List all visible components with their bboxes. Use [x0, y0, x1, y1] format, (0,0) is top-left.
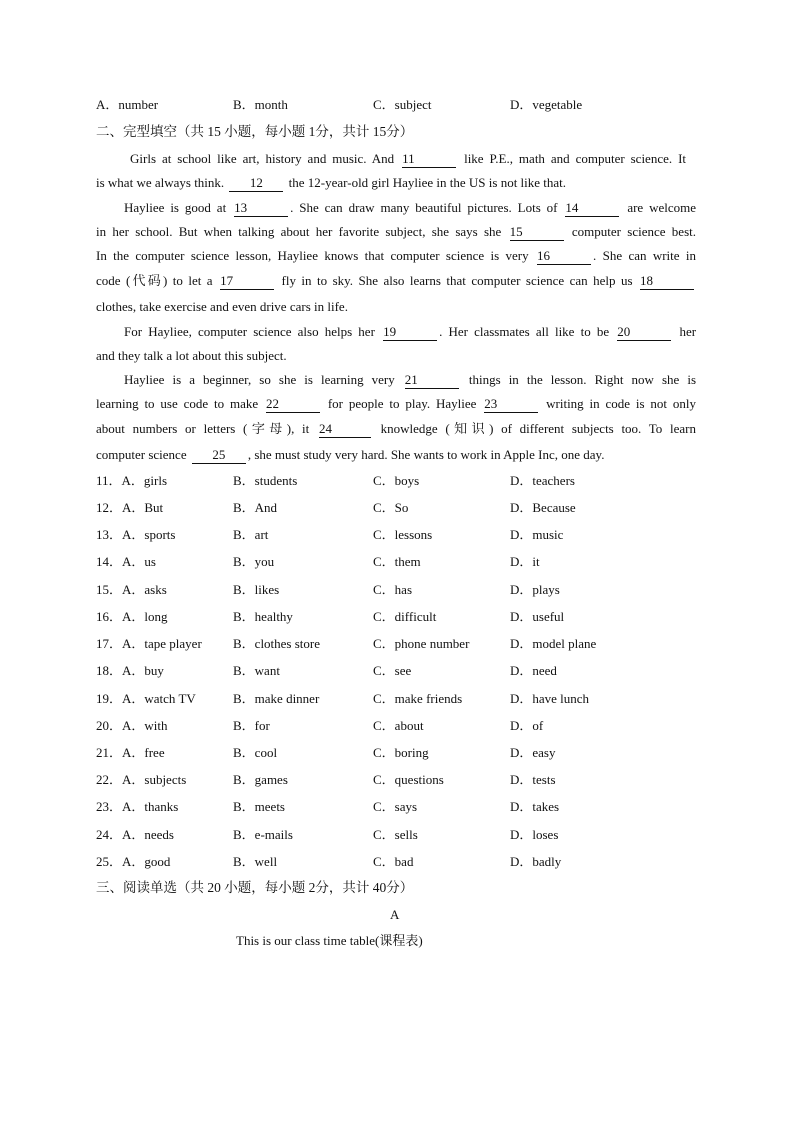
option-b: B．well: [233, 854, 278, 869]
question-row: [96, 498, 716, 518]
passage-line: In the computer science lesson, Hayliee knows that computer science is very 16 . She can write in: [96, 248, 697, 263]
passage-line: learning to use code to make 22 for people to play. Hayliee 23 writing in code is not only: [96, 396, 697, 411]
option-a: 12．A．But: [96, 500, 164, 515]
passage-line: computer science 25 , she must study very hard. She wants to work in Apple Inc, one day.: [96, 447, 605, 462]
option-d: D．need: [510, 663, 557, 678]
option-c: C．So: [373, 500, 409, 515]
question-row: [96, 825, 716, 845]
option-a: 21．A．free: [96, 745, 165, 760]
passage-line: and they talk a lot about this subject.: [96, 348, 287, 363]
option-a: 22．A．subjects: [96, 772, 187, 787]
option-c: C．questions: [373, 772, 444, 787]
question-row: [96, 580, 716, 600]
passage-line: Hayliee is good at 13 . She can draw many beautiful pictures. Lots of 14 are welcome: [124, 200, 697, 215]
option-a: 16．A．long: [96, 609, 168, 624]
timetable-caption: This is our class time table(课程表): [236, 933, 423, 948]
option-d: D．Because: [510, 500, 576, 515]
blank-13: 13: [234, 200, 288, 217]
option-c: C．bad: [373, 854, 414, 869]
blank-17: 17: [220, 273, 274, 290]
question-row: [96, 634, 716, 654]
option-b: B．art: [233, 527, 269, 542]
blank-18: 18: [640, 273, 694, 290]
blank-12: 12: [229, 175, 283, 192]
option-c: C．them: [373, 554, 421, 569]
passage-line: in her school. But when talking about her favorite subject, she says she 15 computer science best.: [96, 224, 696, 239]
option-a: 24．A．needs: [96, 827, 174, 842]
option-c: C．boys: [373, 473, 420, 488]
option-d: D．takes: [510, 799, 560, 814]
option-d: D．music: [510, 527, 564, 542]
blank-20: 20: [617, 324, 671, 341]
question-row: [96, 552, 716, 572]
blank-15: 15: [510, 224, 564, 241]
option-b: B．make dinner: [233, 691, 320, 706]
option-b: B．for: [233, 718, 270, 733]
option-a: A．number: [96, 97, 159, 112]
question-row: [96, 797, 716, 817]
question-row: [96, 852, 716, 872]
blank-24: 24: [319, 421, 371, 438]
option-b: B．likes: [233, 582, 280, 597]
option-c: C．see: [373, 663, 412, 678]
passage-line: is what we always think. 12 the 12-year-old girl Hayliee in the US is not like that.: [96, 175, 567, 190]
question-row: [96, 716, 716, 736]
passage-line: Girls at school like art, history and music. And 11 like P.E., math and computer science. It: [130, 151, 687, 166]
passage-line: clothes, take exercise and even drive cars in life.: [96, 299, 348, 314]
option-c: C．make friends: [373, 691, 463, 706]
option-d: D．badly: [510, 854, 562, 869]
question-row: [96, 471, 716, 491]
option-b: B．And: [233, 500, 278, 515]
option-b: B．want: [233, 663, 280, 678]
question-row: [96, 607, 716, 627]
part-label: A: [390, 907, 400, 922]
option-b: B．e-mails: [233, 827, 293, 842]
option-c: C．subject: [373, 97, 432, 112]
option-d: D．tests: [510, 772, 556, 787]
blank-19: 19: [383, 324, 437, 341]
option-a: 17．A．tape player: [96, 636, 202, 651]
option-a: 19．A．watch TV: [96, 691, 196, 706]
option-d: D．of: [510, 718, 544, 733]
option-d: D．teachers: [510, 473, 575, 488]
blank-25: 25: [192, 447, 246, 464]
option-b: B．games: [233, 772, 288, 787]
option-a: 13．A．sports: [96, 527, 176, 542]
option-d: D．useful: [510, 609, 565, 624]
option-a: 23．A．thanks: [96, 799, 179, 814]
passage-line: about numbers or letters (字母), it 24 knowledge (知识) of different subjects too. To learn: [96, 421, 696, 436]
blank-21: 21: [405, 372, 459, 389]
option-a: 14．A．us: [96, 554, 156, 569]
option-c: C．lessons: [373, 527, 433, 542]
option-a: 20．A．with: [96, 718, 168, 733]
option-d: D．easy: [510, 745, 556, 760]
option-c: C．difficult: [373, 609, 437, 624]
blank-14: 14: [565, 200, 619, 217]
blank-23: 23: [484, 396, 538, 413]
option-d: D．loses: [510, 827, 559, 842]
passage-line: code (代码) to let a 17 fly in to sky. She also learns that computer science can help us 18: [96, 271, 696, 291]
option-b: B．healthy: [233, 609, 293, 624]
section3-heading: 三、阅读单选（共 20 小题，每小题 2分，共计 40分）: [96, 880, 414, 895]
passage-line: Hayliee is a beginner, so she is learning very 21 things in the lesson. Right now she is: [124, 372, 697, 387]
option-c: C．about: [373, 718, 424, 733]
option-d: D．it: [510, 554, 540, 569]
option-a: 15．A．asks: [96, 582, 167, 597]
option-b: B．meets: [233, 799, 285, 814]
option-d: D．vegetable: [510, 97, 583, 112]
passage-line: For Hayliee, computer science also helps her 19 . Her classmates all like to be 20 her: [124, 324, 697, 339]
option-b: B．students: [233, 473, 298, 488]
question-row: [96, 770, 716, 790]
option-c: C．has: [373, 582, 413, 597]
blank-22: 22: [266, 396, 320, 413]
option-c: C．says: [373, 799, 418, 814]
option-d: D．plays: [510, 582, 560, 597]
option-b: B．clothes store: [233, 636, 321, 651]
blank-11: 11: [402, 151, 456, 168]
option-d: D．model plane: [510, 636, 597, 651]
option-b: B．cool: [233, 745, 278, 760]
section2-heading: 二、完型填空（共 15 小题，每小题 1分，共计 15分）: [96, 124, 414, 139]
option-b: B．you: [233, 554, 275, 569]
option-b: B．month: [233, 97, 288, 112]
option-c: C．sells: [373, 827, 418, 842]
question-row: [96, 661, 716, 681]
option-a: 18．A．buy: [96, 663, 164, 678]
blank-16: 16: [537, 248, 591, 265]
option-d: D．have lunch: [510, 691, 590, 706]
option-c: C．boring: [373, 745, 429, 760]
question-row: [96, 525, 716, 545]
option-c: C．phone number: [373, 636, 470, 651]
question-row: [96, 689, 716, 709]
question-row: [96, 743, 716, 763]
option-a: 25．A．good: [96, 854, 171, 869]
q10-options: [96, 95, 716, 115]
option-a: 11．A．girls: [96, 473, 168, 488]
